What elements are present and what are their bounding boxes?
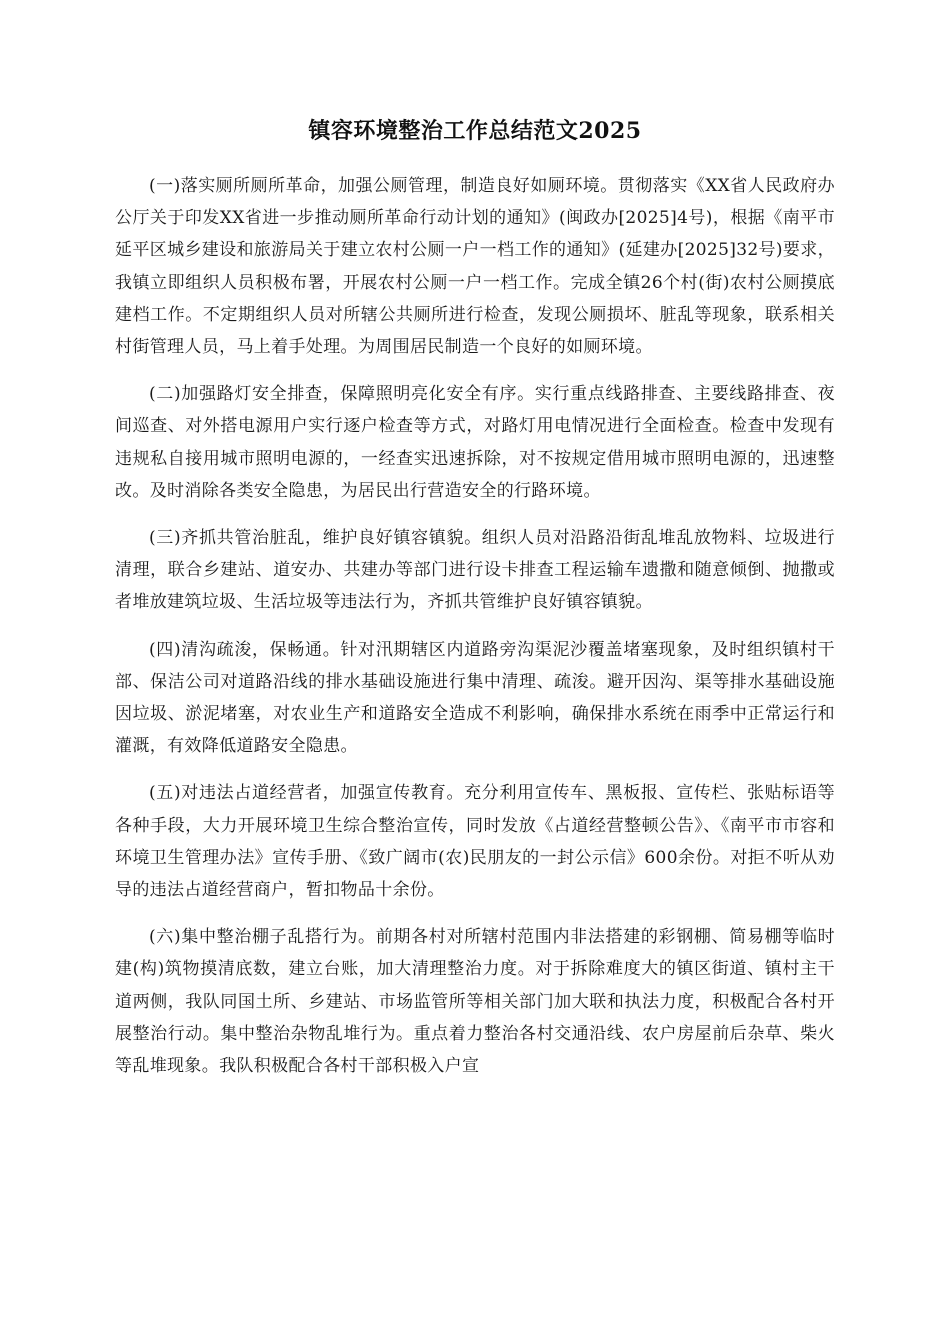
paragraph-1: (一)落实厕所厕所革命，加强公厕管理，制造良好如厕环境。贯彻落实《XX省人民政府办公厅关于印发XX省进一步推动厕所革命行动计划的通知》(闽政办[2025]4号)，根据《南平市延平区城乡建设和旅游局关于建立农村公厕一户一档工作的通知》(延建办[2025]32号)要求，我镇立即组织人员积极布署，开展农村公厕一户一档工作。完成全镇26个村(街)农村公厕摸底建档工作。不定期组织人员对所辖公共厕所进行检查，发现公厕损坏、脏乱等现象，联系相关村街管理人员，马上着手处理。为周围居民制造一个良好的如厕环境。 <box>115 176 835 358</box>
paragraph-2: (二)加强路灯安全排查，保障照明亮化安全有序。实行重点线路排查、主要线路排查、夜间巡查、对外搭电源用户实行逐户检查等方式，对路灯用电情况进行全面检查。检查中发现有违规私自接用城市照明电源的，一经查实迅速拆除，对不按规定借用城市照明电源的，迅速整改。及时消除各类安全隐患，为居民出行营造安全的行路环境。 <box>115 384 835 501</box>
document-title: 镇容环境整治工作总结范文2025 <box>308 118 642 144</box>
document-body <box>115 170 835 1097</box>
paragraph-5: (五)对违法占道经营者，加强宣传教育。充分利用宣传车、黑板报、宣传栏、张贴标语等各种手段，大力开展环境卫生综合整治宣传，同时发放《占道经营整顿公告》、《南平市市容和环境卫生管理办法》宣传手册、《致广阔市(农)民朋友的一封公示信》600余份。对拒不听从劝导的违法占道经营商户，暂扣物品十余份。 <box>115 783 835 901</box>
paragraph-3: (三)齐抓共管治脏乱，维护良好镇容镇貌。组织人员对沿路沿街乱堆乱放物料、垃圾进行清理，联合乡建站、道安办、共建办等部门进行设卡排查工程运输车遗撒和随意倾倒、抛撒或者堆放建筑垃圾、生活垃圾等违法行为，齐抓共管维护良好镇容镇貌。 <box>115 528 835 613</box>
paragraph-6: (六)集中整治棚子乱搭行为。前期各村对所辖村范围内非法搭建的彩钢棚、简易棚等临时建(构)筑物摸清底数，建立台账，加大清理整治力度。对于拆除难度大的镇区街道、镇村主干道两侧，我队同国土所、乡建站、市场监管所等相关部门加大联和执法力度，积极配合各村开展整治行动。集中整治杂物乱堆行为。重点着力整治各村交通沿线、农户房屋前后杂草、柴火等乱堆现象。我队积极配合各村干部积极入户宣 <box>115 927 835 1077</box>
paragraph-4: (四)清沟疏浚，保畅通。针对汛期辖区内道路旁沟渠泥沙覆盖堵塞现象，及时组织镇村干部、保洁公司对道路沿线的排水基础设施进行集中清理、疏浚。避开因沟、渠等排水基础设施因垃圾、淤泥堵塞，对农业生产和道路安全造成不利影响，确保排水系统在雨季中正常运行和灌溉，有效降低道路安全隐患。 <box>115 639 835 757</box>
